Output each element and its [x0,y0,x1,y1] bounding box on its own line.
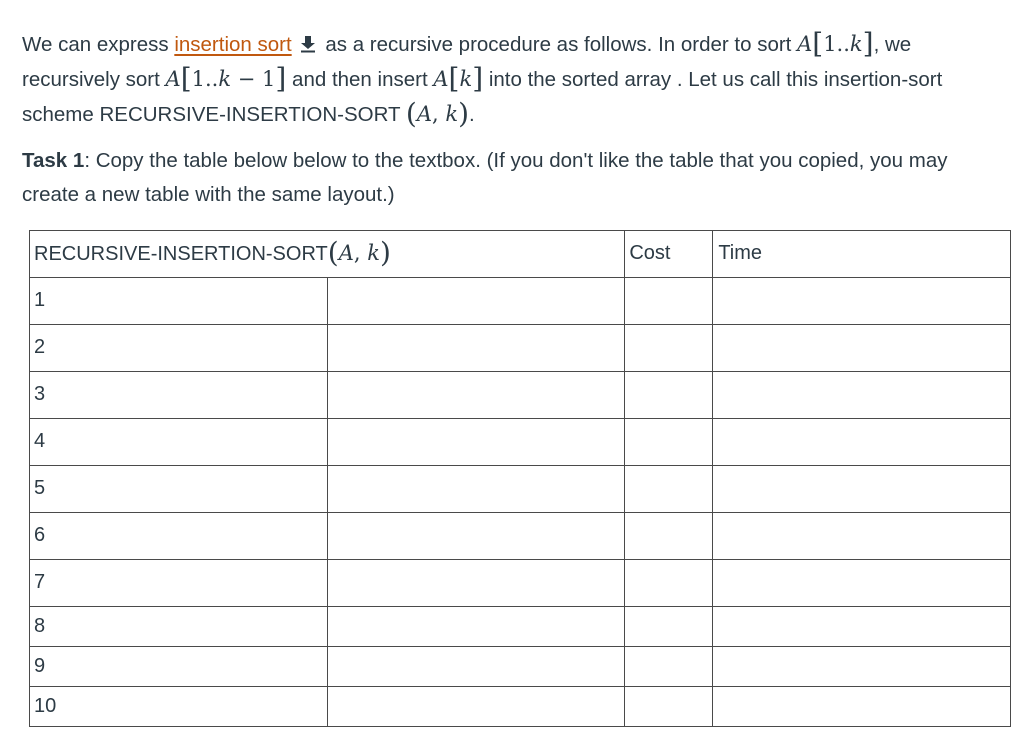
pseudocode-cell[interactable] [327,372,625,419]
table-row [30,372,1011,419]
pseudocode-cell[interactable] [327,419,625,466]
intro-text: . [469,103,475,126]
table-row [30,325,1011,372]
download-arrow-icon[interactable] [300,35,316,53]
table-row [30,278,1011,325]
time-cell[interactable] [713,278,1011,325]
intro-paragraph [22,27,997,132]
table-header-row [30,231,1011,278]
intro-text: into the sorted array . Let us call this insertion-sort scheme RECURSIVE-INSERTION-SORT [22,68,943,126]
pseudocode-cell[interactable] [327,513,625,560]
line-number: 4 [30,419,328,466]
pseudocode-cell[interactable] [327,560,625,607]
cost-cell[interactable] [625,513,713,560]
column-header-cost: Cost [625,231,713,278]
cost-cell[interactable] [625,419,713,466]
table-row [30,466,1011,513]
cost-cell[interactable] [625,278,713,325]
line-number: 7 [30,560,328,607]
line-number: 1 [30,278,328,325]
math-a-1-k-minus-1: A[1..k − 1] [165,62,287,95]
pseudocode-cell[interactable] [327,325,625,372]
table-row [30,607,1011,647]
math-a-k: A[k] [433,62,484,95]
algorithm-table [29,230,1011,727]
cost-cell[interactable] [625,325,713,372]
time-cell[interactable] [713,607,1011,647]
pseudocode-cell[interactable] [327,466,625,513]
time-cell[interactable] [713,325,1011,372]
time-cell[interactable] [713,466,1011,513]
math-a-comma-k: (A, k) [405,97,470,130]
line-number: 5 [30,466,328,513]
cost-cell[interactable] [625,647,713,687]
pseudocode-cell[interactable] [327,607,625,647]
table-row [30,647,1011,687]
table-header-title: RECURSIVE-INSERTION-SORT(A, k) [30,231,625,278]
pseudocode-cell[interactable] [327,647,625,687]
intro-text: and then insert [286,68,434,91]
line-number: 8 [30,607,328,647]
cost-cell[interactable] [625,560,713,607]
intro-text: We can express [22,33,175,56]
time-cell[interactable] [713,419,1011,466]
pseudocode-cell[interactable] [327,278,625,325]
header-math: (A, k) [327,236,391,269]
pseudocode-cell[interactable] [327,687,625,727]
insertion-sort-link[interactable]: insertion sort [174,33,292,56]
time-cell[interactable] [713,687,1011,727]
intro-text: , we recursively sort [22,33,912,91]
math-a-1-k: A[1..k] [797,27,874,60]
cost-cell[interactable] [625,466,713,513]
table-row [30,513,1011,560]
task-label: Task 1 [22,149,85,172]
task-text: : Copy the table below below to the textbox. (If you don't like the table that you copied, you may create a new table with the same layout.) [22,149,948,206]
time-cell[interactable] [713,513,1011,560]
column-header-time: Time [713,231,1011,278]
intro-text: as a recursive procedure as follows. In order to sort [319,33,798,56]
cost-cell[interactable] [625,607,713,647]
line-number: 9 [30,647,328,687]
time-cell[interactable] [713,372,1011,419]
task-paragraph [22,144,997,212]
table-row [30,560,1011,607]
time-cell[interactable] [713,647,1011,687]
line-number: 2 [30,325,328,372]
cost-cell[interactable] [625,372,713,419]
line-number: 3 [30,372,328,419]
line-number: 6 [30,513,328,560]
table-row [30,687,1011,727]
time-cell[interactable] [713,560,1011,607]
cost-cell[interactable] [625,687,713,727]
table-row [30,419,1011,466]
line-number: 10 [30,687,328,727]
